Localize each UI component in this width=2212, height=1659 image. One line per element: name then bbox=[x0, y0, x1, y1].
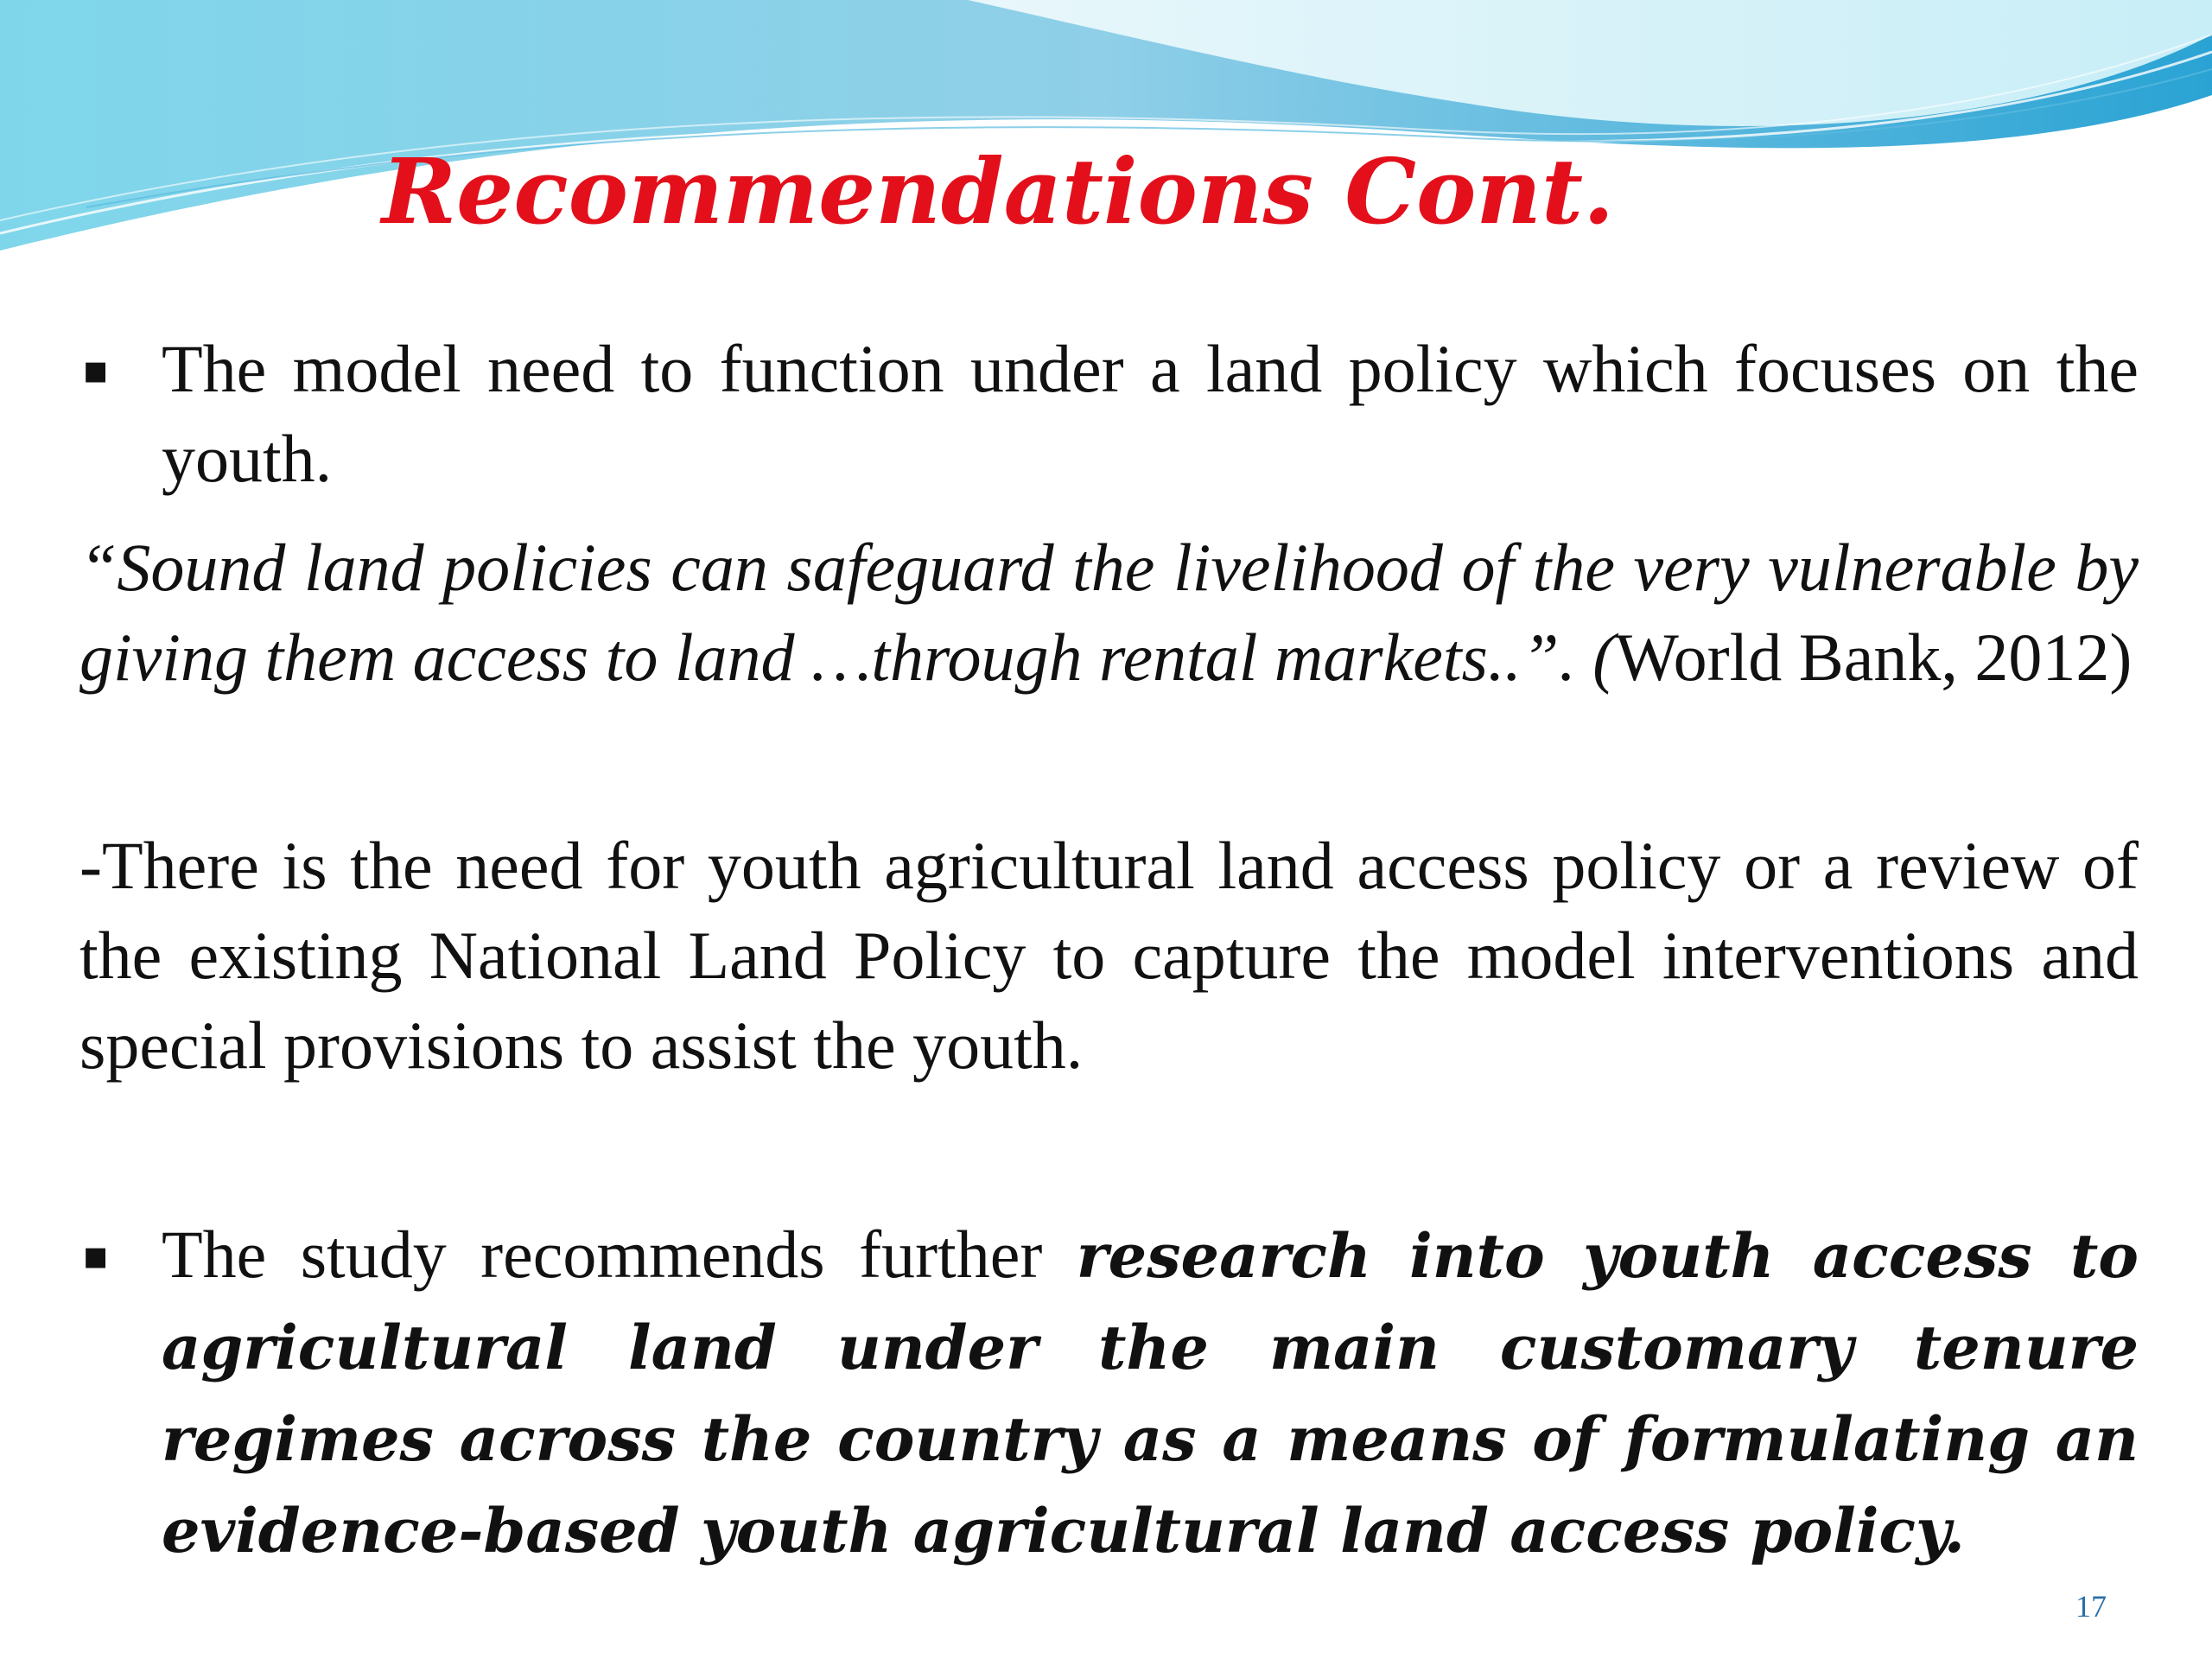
square-bullet-icon: ▪ bbox=[82, 346, 110, 392]
paragraph-2: -There is the need for youth agricultural land access policy or a review of the existing National Land Policy to capture the model interventions and special provisions to assist the youth. bbox=[79, 828, 2139, 1083]
bullet-item-3 bbox=[82, 1210, 2139, 1576]
quote-paragraph bbox=[79, 523, 2139, 702]
page-number: 17 bbox=[2075, 1589, 2107, 1624]
bullet-3-emphasis: research into youth access to agricultural land under the main customary tenure regimes across the country as a means of formulating an evidence-based youth agricultural land access policy. bbox=[162, 1220, 2139, 1567]
bullet-3-lead: The study recommends further bbox=[162, 1217, 1077, 1292]
slide-title: Recommendations Cont. bbox=[381, 138, 1615, 245]
square-bullet-icon: ▪ bbox=[82, 1231, 110, 1278]
quote-text: “Sound land policies can safeguard the livelihood of the very vulnerable by giving them access to land …through rental markets..”. ( bbox=[79, 530, 2139, 695]
citation-text: World Bank, 2012) bbox=[1615, 620, 2133, 695]
bullet-item-1 bbox=[82, 324, 2139, 504]
bullet-1-text: The model need to function under a land policy which focuses on the youth. bbox=[162, 331, 2139, 496]
bullet-3-text bbox=[162, 1210, 2139, 1576]
